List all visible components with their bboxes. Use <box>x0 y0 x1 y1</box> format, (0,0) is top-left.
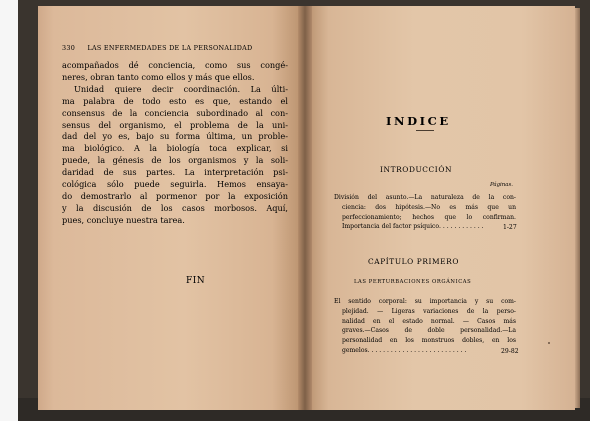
text-line: Unidad quiere decir coordinación. La últi- <box>74 83 288 94</box>
text-line: dad del yo es, bajo su forma última, un proble- <box>62 131 288 142</box>
chapter-one-heading: CAPÍTULO PRIMERO <box>368 257 460 266</box>
entry-line: Importancia del factor psíquico. . . . . . . . . . . . <box>342 223 484 231</box>
text-line: cológica sólo puede seguirla. Hemos ensaya- <box>62 179 288 190</box>
text-line: ma biológico. A la biología toca explicar, si <box>62 143 288 154</box>
text-line: daridad de sus partes. La interpretación psi- <box>62 167 288 178</box>
entry-line: nalidad en el estado normal. — Casos más <box>342 317 516 325</box>
ink-speck <box>548 342 550 344</box>
text-line: pues, concluye nuestra tarea. <box>62 214 185 225</box>
text-line: puede, la génesis de los organismos y la soli- <box>62 155 288 166</box>
text-line: neres, obran tanto como ellos y más que ellos. <box>62 71 255 82</box>
text-line: sensus del organismo, el problema de la uni- <box>62 119 288 130</box>
introduction-heading: INTRODUCCIÓN <box>380 165 453 174</box>
text-line: consensus de la conciencia subordinado al con- <box>62 107 288 118</box>
entry-line: perfeccionamiento; hechos que lo confirman. <box>342 213 516 221</box>
page-edges <box>575 8 580 408</box>
entry-line: personalidad en los monstruos dobles, en los <box>342 337 516 345</box>
chapter-one-entry <box>334 297 516 356</box>
text-line: ma palabra de todo esto es que, estando el <box>62 95 288 106</box>
entry-line: graves.—Casos de doble personalidad.—La <box>342 327 516 335</box>
entry-line: División del asunto.—La naturaleza de la con- <box>334 194 516 201</box>
entry-line: plejidad. — Ligeras variaciones de la perso- <box>342 307 516 315</box>
chapter-one-pages: 29-82 <box>501 348 519 355</box>
text-line: do demostrarlo al pormenor por la exposición <box>62 190 288 201</box>
index-title: INDICE <box>386 114 451 128</box>
fin-label: FIN <box>186 276 206 286</box>
introduction-pages: 1-27 <box>503 224 517 231</box>
body-paragraphs <box>62 60 288 227</box>
chapter-one-section: LAS PERTURBACIONES ORGÁNICAS <box>354 279 472 285</box>
page-number: 330 <box>62 44 76 52</box>
paginas-label: Páginas. <box>490 182 513 188</box>
entry-line: gemelos. . . . . . . . . . . . . . . . . . . . . . . . . . <box>342 346 467 354</box>
title-rule <box>416 130 434 131</box>
introduction-entry <box>334 193 516 232</box>
text-line: y la discusión de los casos morbosos. Aquí, <box>62 202 288 213</box>
book-gutter <box>298 6 312 410</box>
entry-line: ciencia: dos hipótesis.—No es más que un <box>342 203 516 211</box>
running-head <box>62 44 252 52</box>
text-line: acompañados dé conciencia, como sus congé- <box>62 60 288 70</box>
entry-line: El sentido corporal: su importancia y su com- <box>334 298 516 305</box>
running-head-title: LAS ENFERMEDADES DE LA PERSONALIDAD <box>87 44 253 52</box>
